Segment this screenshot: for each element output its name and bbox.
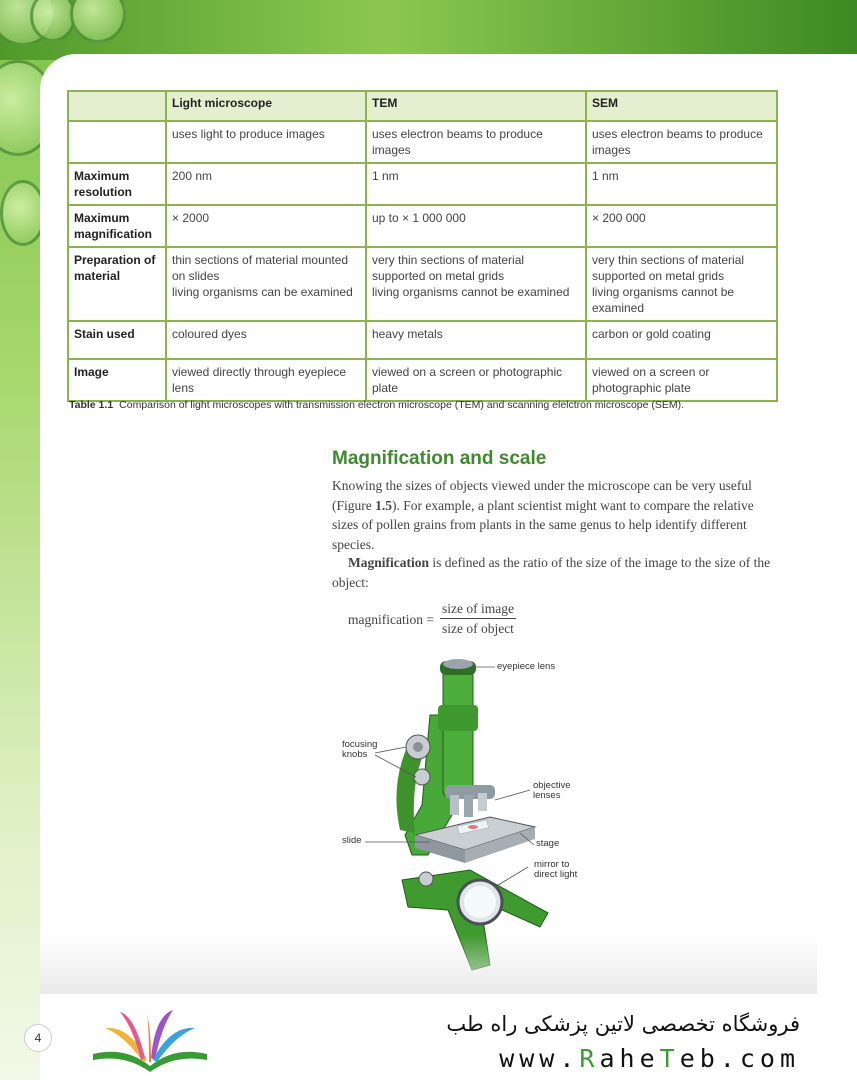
para-text: is defined as the ratio of the size of the image to the size of the object: xyxy=(332,555,771,590)
label-slide: slide xyxy=(342,835,362,846)
table-cell: × 2000 xyxy=(166,205,366,247)
table-header-cell: SEM xyxy=(586,91,777,121)
table-cell: very thin sections of material supported on metal grids living organisms cannot be examined xyxy=(366,247,586,321)
formula-numerator: size of image xyxy=(440,600,516,619)
table-caption xyxy=(69,399,809,411)
row-header: Maximum resolution xyxy=(68,163,166,205)
row-header: Maximum magnification xyxy=(68,205,166,247)
caption-text: Comparison of light microscopes with transmission electron microscope (TEM) and scanning elelctron microscope (SEM). xyxy=(119,399,685,411)
paragraph-1 xyxy=(332,476,772,554)
table-cell: viewed on a screen or photographic plate xyxy=(366,359,586,401)
label-eyepiece-lens: eyepiece lens xyxy=(497,661,556,672)
url-part: eb.com xyxy=(679,1044,800,1073)
label-focusing-knobs: focusing knobs xyxy=(342,739,378,760)
row-header: Preparation of material xyxy=(68,247,166,321)
table-row xyxy=(68,359,777,401)
page-number: 4 xyxy=(24,1024,52,1052)
table-cell: up to × 1 000 000 xyxy=(366,205,586,247)
magnification-formula xyxy=(348,600,516,639)
table-row xyxy=(68,247,777,321)
shop-url xyxy=(440,1044,800,1073)
label-stage: stage xyxy=(536,838,560,849)
table-cell: uses electron beams to produce images xyxy=(586,121,777,163)
label-objective-lenses: objective lenses xyxy=(533,780,571,801)
figure-reference: 1.5 xyxy=(375,497,392,513)
table-header-cell: Light microscope xyxy=(166,91,366,121)
table-cell: 200 nm xyxy=(166,163,366,205)
microscope-illustration xyxy=(330,655,590,975)
formula-lhs: magnification = xyxy=(348,611,434,627)
url-part: www. xyxy=(499,1044,580,1073)
table-row xyxy=(68,121,777,163)
section-heading: Magnification and scale xyxy=(332,448,547,469)
table-header-row xyxy=(68,91,777,121)
formula-fraction xyxy=(440,600,516,639)
table-header-cell xyxy=(68,91,166,121)
caption-label: Table 1.1 xyxy=(69,399,114,411)
table-cell: viewed directly through eyepiece lens xyxy=(166,359,366,401)
defined-term: Magnification xyxy=(348,555,429,570)
url-highlight: R xyxy=(579,1044,600,1073)
row-header: Image xyxy=(68,359,166,401)
comparison-table xyxy=(67,90,778,402)
table-header-cell: TEM xyxy=(366,91,586,121)
url-part: ahe xyxy=(599,1044,660,1073)
table-row xyxy=(68,163,777,205)
open-book-logo-icon xyxy=(85,1006,215,1076)
row-header: Stain used xyxy=(68,321,166,359)
table-cell: viewed on a screen or photographic plate xyxy=(586,359,777,401)
label-mirror: mirror to direct light xyxy=(534,859,578,880)
table-cell: 1 nm xyxy=(366,163,586,205)
table-cell: uses electron beams to produce images xyxy=(366,121,586,163)
page-fade xyxy=(40,935,817,995)
url-highlight: T xyxy=(659,1044,680,1073)
table-cell: thin sections of material mounted on slides living organisms can be examined xyxy=(166,247,366,321)
top-banner xyxy=(0,0,857,60)
table-cell: × 200 000 xyxy=(586,205,777,247)
table-cell: very thin sections of material supported on metal grids living organisms cannot be examined xyxy=(586,247,777,321)
para-text: Knowing the sizes of objects viewed under the microscope can be very useful (Figure xyxy=(332,478,752,513)
watermark-footer xyxy=(40,994,817,1080)
table-row xyxy=(68,321,777,359)
paragraph-2 xyxy=(332,553,772,592)
table-cell: carbon or gold coating xyxy=(586,321,777,359)
shop-name: فروشگاه تخصصی لاتین پزشکی راه طب xyxy=(446,1012,800,1036)
table-row xyxy=(68,205,777,247)
table-cell: coloured dyes xyxy=(166,321,366,359)
table-cell: 1 nm xyxy=(586,163,777,205)
para-text: ). For example, a plant scientist might want to compare the relative sizes of pollen grains from plants in the same genus to help identify different species. xyxy=(332,497,754,552)
row-header xyxy=(68,121,166,163)
table-cell: heavy metals xyxy=(366,321,586,359)
formula-denominator: size of object xyxy=(441,621,514,636)
table-cell: uses light to produce images xyxy=(166,121,366,163)
microscope-figure xyxy=(330,655,590,975)
